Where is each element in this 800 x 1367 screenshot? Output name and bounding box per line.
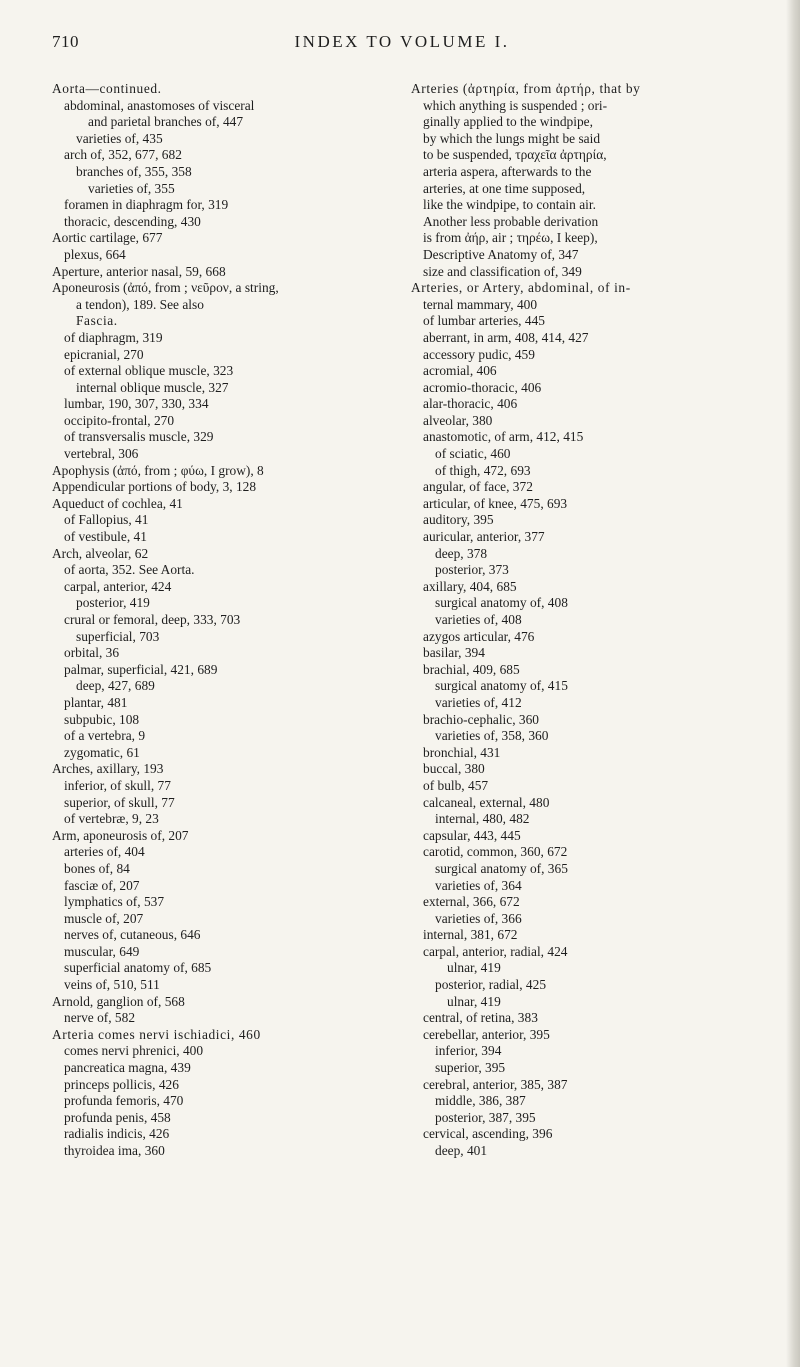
index-entry: ulnar, 419 — [447, 960, 501, 976]
index-column-right — [411, 81, 761, 1160]
index-entry: posterior, 373 — [435, 562, 509, 578]
index-entry: plantar, 481 — [64, 694, 128, 710]
index-entry: and parietal branches of, 447 — [88, 114, 244, 130]
index-entry: alveolar, 380 — [423, 412, 493, 428]
index-entry: of external oblique muscle, 323 — [64, 363, 234, 379]
index-entry: carotid, common, 360, 672 — [423, 844, 568, 860]
index-entry: lymphatics of, 537 — [64, 894, 165, 910]
index-entry: nerve of, 582 — [64, 1010, 136, 1026]
index-entry: anastomotic, of arm, 412, 415 — [423, 429, 584, 445]
index-column-left — [52, 81, 392, 1160]
index-entry: Aqueduct of cochlea, 41 — [52, 495, 183, 511]
index-entry: deep, 401 — [435, 1143, 488, 1158]
index-entry: orbital, 36 — [64, 645, 120, 661]
index-entry: palmar, superficial, 421, 689 — [64, 661, 218, 677]
index-entry: posterior, 419 — [76, 595, 150, 611]
index-entry: lumbar, 190, 307, 330, 334 — [64, 396, 209, 412]
index-entry: Aortic cartilage, 677 — [52, 230, 163, 246]
index-entry: comes nervi phrenici, 400 — [64, 1043, 204, 1059]
index-entry: subpubic, 108 — [64, 711, 140, 727]
index-entry: auditory, 395 — [423, 512, 494, 528]
page-edge-shadow — [786, 0, 800, 1367]
page-header — [52, 32, 752, 56]
index-entry: Aorta—continued. — [52, 81, 162, 96]
index-entry: Fascia. — [76, 313, 118, 329]
index-entry: acromial, 406 — [423, 363, 497, 379]
index-entry: of Fallopius, 41 — [64, 512, 149, 528]
index-entry: veins of, 510, 511 — [64, 977, 160, 993]
index-entry: occipito-frontal, 270 — [64, 412, 175, 428]
index-entry: epicranial, 270 — [64, 346, 144, 362]
index-entry: calcaneal, external, 480 — [423, 794, 550, 810]
index-entry: surgical anatomy of, 415 — [435, 678, 568, 694]
index-entry: Arnold, ganglion of, 568 — [52, 993, 185, 1009]
index-entry: superior, of skull, 77 — [64, 794, 175, 810]
index-entry: cervical, ascending, 396 — [423, 1126, 553, 1142]
index-entry: Aponeurosis (ἀπό, from ; νεῦρον, a string, — [52, 280, 279, 296]
index-entry: Arm, aponeurosis of, 207 — [52, 827, 189, 843]
index-entry: ulnar, 419 — [447, 993, 501, 1009]
index-entry: Descriptive Anatomy of, 347 — [423, 246, 579, 262]
index-entry: varieties of, 355 — [88, 180, 175, 196]
index-entry: Arch, alveolar, 62 — [52, 545, 149, 561]
index-entry: radialis indicis, 426 — [64, 1126, 170, 1142]
index-entry: superficial anatomy of, 685 — [64, 960, 212, 976]
index-entry: varieties of, 435 — [76, 130, 163, 146]
index-entry: angular, of face, 372 — [423, 479, 533, 495]
index-entry: of a vertebra, 9 — [64, 728, 146, 744]
index-entry: internal, 381, 672 — [423, 927, 518, 943]
index-entry: arteries, at one time supposed, — [423, 180, 586, 196]
index-entry: surgical anatomy of, 365 — [435, 860, 568, 876]
index-entry: arch of, 352, 677, 682 — [64, 147, 182, 163]
index-entry: aberrant, in arm, 408, 414, 427 — [423, 329, 589, 345]
index-entry: which anything is suspended ; ori- — [423, 97, 608, 113]
index-entry: internal oblique muscle, 327 — [76, 379, 229, 395]
index-entry: deep, 378 — [435, 545, 488, 561]
index-entry: auricular, anterior, 377 — [423, 529, 545, 545]
page-number: 710 — [52, 32, 79, 51]
index-entry: external, 366, 672 — [423, 894, 520, 910]
index-entry: Another less probable derivation — [423, 213, 599, 229]
index-entry: basilar, 394 — [423, 645, 485, 661]
index-entry: posterior, radial, 425 — [435, 977, 547, 993]
index-entry: pancreatica magna, 439 — [64, 1060, 191, 1076]
index-entry: branches of, 355, 358 — [76, 163, 192, 179]
index-entry: varieties of, 358, 360 — [435, 728, 549, 744]
index-entry: thyroidea ima, 360 — [64, 1143, 165, 1158]
index-entry: deep, 427, 689 — [76, 678, 155, 694]
index-entry: carpal, anterior, radial, 424 — [423, 943, 568, 959]
index-entry: bronchial, 431 — [423, 744, 501, 760]
index-entry: inferior, of skull, 77 — [64, 777, 171, 793]
index-entry: posterior, 387, 395 — [435, 1109, 536, 1125]
index-entry: bones of, 84 — [64, 860, 130, 876]
index-entry: of diaphragm, 319 — [64, 329, 163, 345]
index-entry: brachio-cephalic, 360 — [423, 711, 539, 727]
index-entry: profunda penis, 458 — [64, 1109, 171, 1125]
index-entry: inferior, 394 — [435, 1043, 502, 1059]
index-entry: princeps pollicis, 426 — [64, 1076, 179, 1092]
running-head: INDEX TO VOLUME I. — [294, 32, 510, 51]
index-entry: varieties of, 408 — [435, 612, 522, 627]
index-entry: muscle of, 207 — [64, 910, 144, 926]
index-entry: of vertebræ, 9, 23 — [64, 811, 159, 827]
index-entry: accessory pudic, 459 — [423, 346, 535, 362]
index-entry: internal, 480, 482 — [435, 811, 530, 827]
index-entry: middle, 386, 387 — [435, 1093, 526, 1109]
index-entry: profunda femoris, 470 — [64, 1093, 184, 1109]
index-entry: cerebral, anterior, 385, 387 — [423, 1076, 568, 1092]
index-entry: varieties of, 366 — [435, 910, 522, 926]
index-entry: foramen in diaphragm for, 319 — [64, 197, 229, 213]
index-entry: of aorta, 352. See Aorta. — [64, 562, 195, 578]
index-entry: size and classification of, 349 — [423, 263, 582, 279]
index-entry: alar-thoracic, 406 — [423, 396, 518, 412]
index-entry: fasciæ of, 207 — [64, 877, 140, 893]
index-entry: varieties of, 364 — [435, 877, 522, 893]
index-entry: muscular, 649 — [64, 943, 140, 959]
index-entry: articular, of knee, 475, 693 — [423, 495, 568, 511]
index-entry: brachial, 409, 685 — [423, 661, 520, 677]
index-entry: to be suspended, τραχεῖα ἀρτηρία, — [423, 147, 607, 163]
index-entry: superior, 395 — [435, 1060, 506, 1076]
index-entry: crural or femoral, deep, 333, 703 — [64, 612, 241, 627]
index-entry: superficial, 703 — [76, 628, 160, 644]
index-entry: axillary, 404, 685 — [423, 578, 517, 594]
index-entry: buccal, 380 — [423, 761, 485, 777]
index-entry: nerves of, cutaneous, 646 — [64, 927, 201, 943]
index-entry: cerebellar, anterior, 395 — [423, 1026, 550, 1042]
index-entry: Arches, axillary, 193 — [52, 761, 164, 777]
index-entry: carpal, anterior, 424 — [64, 578, 172, 594]
index-entry: of lumbar arteries, 445 — [423, 313, 545, 329]
index-entry: Aperture, anterior nasal, 59, 668 — [52, 263, 226, 279]
index-entry: is from ἀήρ, air ; τηρέω, I keep), — [423, 230, 598, 246]
index-entry: abdominal, anastomoses of visceral — [64, 97, 255, 113]
index-entry: a tendon), 189. See also — [76, 296, 204, 312]
index-entry: azygos articular, 476 — [423, 628, 535, 644]
index-entry: Appendicular portions of body, 3, 128 — [52, 479, 257, 495]
index-entry: varieties of, 412 — [435, 694, 522, 710]
index-entry: Arteries, or Artery, abdominal, of in- — [411, 280, 631, 296]
index-entry: Arteries (ἀρτηρία, from ἀρτήρ, that by — [411, 81, 641, 96]
index-entry: of thigh, 472, 693 — [435, 462, 531, 478]
index-entry: Arteria comes nervi ischiadici, 460 — [52, 1026, 261, 1042]
index-entry: ginally applied to the windpipe, — [423, 114, 593, 130]
index-entry: central, of retina, 383 — [423, 1010, 538, 1026]
index-entry: by which the lungs might be said — [423, 130, 601, 146]
index-entry: thoracic, descending, 430 — [64, 213, 201, 229]
index-entry: like the windpipe, to contain air. — [423, 197, 596, 213]
index-entry: surgical anatomy of, 408 — [435, 595, 568, 611]
index-entry: vertebral, 306 — [64, 446, 139, 462]
index-entry: of transversalis muscle, 329 — [64, 429, 214, 445]
index-entry: arteries of, 404 — [64, 844, 145, 860]
index-entry: capsular, 443, 445 — [423, 827, 521, 843]
index-entry: ternal mammary, 400 — [423, 296, 538, 312]
index-entry: of sciatic, 460 — [435, 446, 511, 462]
index-entry: of bulb, 457 — [423, 777, 489, 793]
index-entry: zygomatic, 61 — [64, 744, 140, 760]
index-entry: of vestibule, 41 — [64, 529, 147, 545]
index-entry: arteria aspera, afterwards to the — [423, 163, 592, 179]
index-entry: plexus, 664 — [64, 246, 126, 262]
index-entry: Apophysis (ἀπό, from ; φύω, I grow), 8 — [52, 462, 264, 478]
index-entry: acromio-thoracic, 406 — [423, 379, 542, 395]
